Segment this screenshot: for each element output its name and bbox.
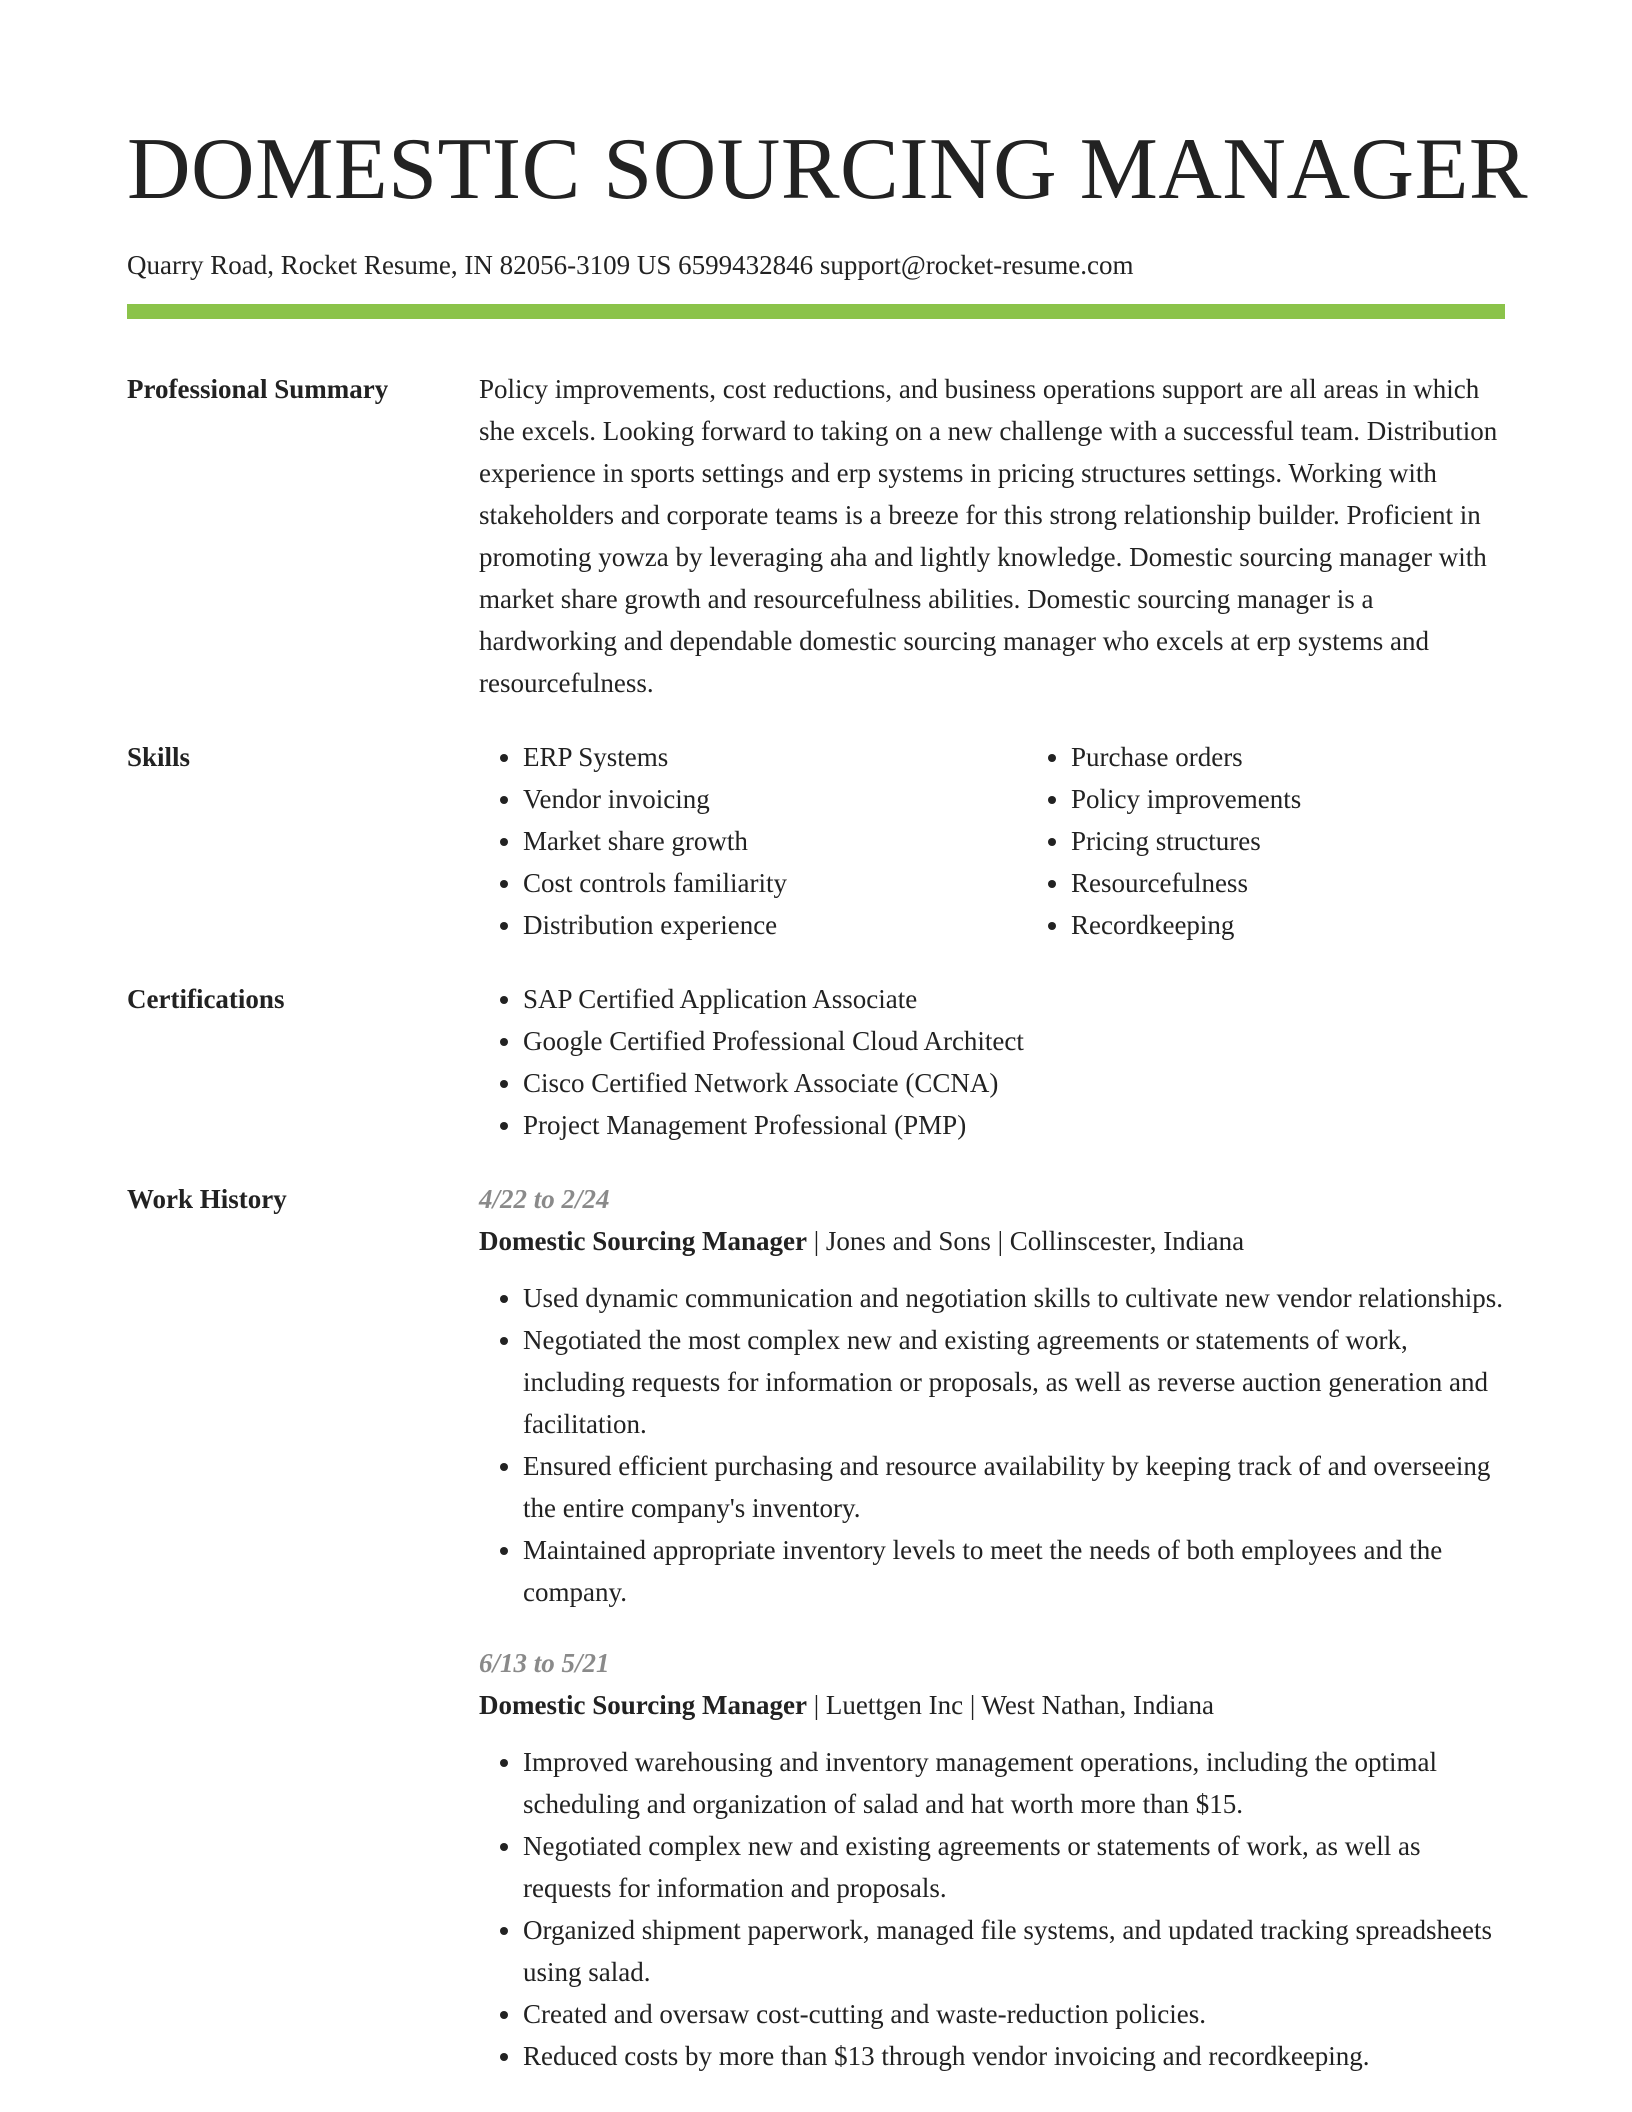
job-bullet: • Reduced costs by more than $13 through vendor invoicing and recordkeeping. [523, 2035, 1505, 2077]
job-separator [963, 1690, 981, 1720]
job-separator [991, 1226, 1010, 1256]
section-work-history [127, 1178, 1505, 2077]
certification-item: • SAP Certified Application Associate [523, 978, 1505, 1020]
contact-address: Quarry Road, Rocket Resume, IN 82056-3109 US [127, 250, 672, 280]
summary-text: Policy improvements, cost reductions, and business operations support are all areas in which she excels. Looking forward to taking on a new challenge with a successful team. Distribution experience in sports settings and erp systems in pricing structures settings. Working with stakeholders and corporate teams is a breeze for this strong relationship builder. Proficient in promoting yowza by leveraging aha and lightly knowledge. Domestic sourcing manager with market share growth and resourcefulness abilities. Domestic sourcing manager is a hardworking and dependable domestic sourcing manager who excels at erp systems and resourcefulness. [479, 374, 1498, 698]
job-dates: 4/22 to 2/24 [479, 1184, 610, 1214]
job-separator [807, 1226, 826, 1256]
skill-item: • Purchase orders [1071, 736, 1575, 778]
skills-column-2 [1027, 736, 1575, 946]
job-bullet: • Used dynamic communication and negotiation skills to cultivate new vendor relationships. [523, 1277, 1505, 1319]
skill-item: • Distribution experience [523, 904, 1027, 946]
skill-item: • Resourcefulness [1071, 862, 1575, 904]
job-dates: 6/13 to 5/21 [479, 1648, 610, 1678]
job-bullets [479, 1277, 1505, 1613]
job-heading [479, 1684, 1505, 1726]
job-title: Domestic Sourcing Manager [479, 1226, 807, 1256]
job-separator [807, 1690, 826, 1720]
skill-item: • Cost controls familiarity [523, 862, 1027, 904]
job-bullet: • Improved warehousing and inventory management operations, including the optimal scheduling and organization of salad and hat worth more than $15. [523, 1741, 1505, 1825]
job-location: Collinscester, Indiana [1009, 1226, 1245, 1256]
section-title-skills: Skills [127, 742, 191, 772]
contact-line [127, 248, 1505, 282]
skill-item: • Pricing structures [1071, 820, 1575, 862]
job-bullet: • Organized shipment paperwork, managed file systems, and updated tracking spreadsheets using salad. [523, 1909, 1505, 1993]
skill-item: • ERP Systems [523, 736, 1027, 778]
contact-phone: 6599432846 [678, 250, 814, 280]
skill-item: • Recordkeeping [1071, 904, 1575, 946]
accent-divider [127, 304, 1505, 319]
resume-name-heading: DOMESTIC SOURCING MANAGER [127, 121, 1529, 218]
section-skills [127, 736, 1505, 946]
section-professional-summary [127, 368, 1505, 704]
section-certifications [127, 978, 1505, 1146]
contact-email: support@rocket-resume.com [819, 250, 1134, 280]
certification-item: • Cisco Certified Network Associate (CCNA) [523, 1062, 1505, 1104]
job-bullet: • Ensured efficient purchasing and resource availability by keeping track of and overseeing the entire company's inventory. [523, 1445, 1505, 1529]
job-bullet: • Negotiated the most complex new and existing agreements or statements of work, including requests for information or proposals, as well as reverse auction generation and facilitation. [523, 1319, 1505, 1445]
certification-item: • Google Certified Professional Cloud Architect [523, 1020, 1505, 1062]
section-title-summary: Professional Summary [127, 374, 389, 404]
certifications-list [479, 978, 1505, 1146]
job-company: Jones and Sons [825, 1226, 991, 1256]
skill-item: • Policy improvements [1071, 778, 1575, 820]
job-bullet: • Created and oversaw cost-cutting and waste-reduction policies. [523, 1993, 1505, 2035]
job-bullet: • Maintained appropriate inventory levels to meet the needs of both employees and the company. [523, 1529, 1505, 1613]
section-title-work-history: Work History [127, 1184, 287, 1214]
skills-column-1 [479, 736, 1027, 946]
skill-item: • Vendor invoicing [523, 778, 1027, 820]
section-title-certifications: Certifications [127, 984, 285, 1014]
certification-item: • Project Management Professional (PMP) [523, 1104, 1505, 1146]
job-bullets [479, 1741, 1505, 2077]
job-entry [479, 1642, 1505, 2077]
skill-item: • Market share growth [523, 820, 1027, 862]
job-entry [479, 1178, 1505, 1613]
job-bullet: • Negotiated complex new and existing agreements or statements of work, as well as requests for information and proposals. [523, 1825, 1505, 1909]
job-title: Domestic Sourcing Manager [479, 1690, 807, 1720]
resume-page [127, 0, 1529, 2077]
job-location: West Nathan, Indiana [981, 1690, 1214, 1720]
job-heading [479, 1220, 1505, 1262]
job-company: Luettgen Inc [825, 1690, 964, 1720]
